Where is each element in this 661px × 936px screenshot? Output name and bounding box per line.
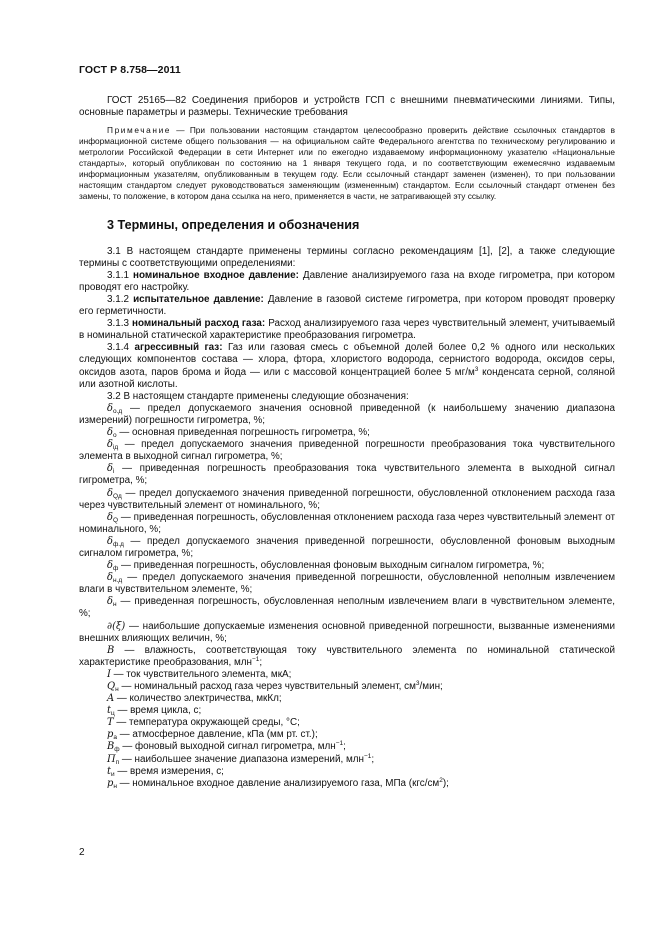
note-paragraph — [79, 125, 615, 201]
symbol-definition — [79, 439, 615, 463]
symbol-subscript: ід — [112, 444, 119, 452]
symbol-text: — температура окружающей среды, °С; — [113, 717, 300, 729]
symbol-text: — влажность, соответствующая току чувствительного элемента по номинальной статической характеристике преобразования, млн — [79, 644, 615, 668]
symbol-text: — наибольшие допускаемые изменения основной приведенной погрешности, вызванные изменениями внешних влияющих величин, %; — [79, 620, 615, 644]
symbol-text: — предел допускаемого значения приведенной погрешности преобразования тока чувствительного элемента в выходной сигнал гигрометра, %; — [79, 439, 615, 463]
symbol-text: — приведенная погрешность, обусловленная отклонением расхода газа через чувствительный элемент от номинального, %; — [79, 511, 615, 535]
symbol-definition — [79, 403, 615, 427]
symbol: δ — [107, 572, 113, 584]
term-name: испытательное давление: — [133, 294, 264, 305]
symbol: t — [107, 765, 111, 777]
symbol-text: — предел допускаемого значения приведенной погрешности, обусловленной фоновым выходным сигналом гигрометра, %; — [79, 535, 615, 559]
symbol-text-tail: ); — [442, 777, 449, 789]
unit-superscript: 2 — [439, 776, 443, 784]
symbol: T — [107, 717, 114, 729]
symbol-text: — время измерения, с; — [114, 765, 224, 777]
term-3-1-4 — [79, 342, 615, 390]
section-title: 3 Термины, определения и обозначения — [107, 217, 360, 232]
term-number: 3.1.4 — [107, 342, 135, 354]
symbol: Q — [107, 681, 116, 692]
symbol-definition — [79, 741, 615, 753]
symbol-subscript: Qд — [112, 492, 122, 500]
symbol-definition — [79, 729, 615, 741]
symbol-definition — [79, 669, 615, 681]
symbol: ∂(ξ) — [107, 620, 126, 632]
note-text: — При пользовании настоящим стандартом целесообразно проверить действие ссылочных стандартов в информационной системе общего пользования — на официальном сайте Федерального агентства по техническому регулированию и метрологии Российской Федерации в сети Интернет или по ежегодно издаваемому информационному указателю «Национальные стандарты», который опубликован по состоянию на 1 января текущего года, и по соответствующим ежемесячно издаваемым информационным указателям, опубликованным в текущем году. Если ссылочный стандарт заменен (изменен), то при пользовании настоящим стандартом следует руководствоваться заменяющим (измененным) стандартом. Если ссылочный стандарт отменен без замены, то положение, в котором дана ссылка на него, применяется в части, не затрагивающей эту ссылку. — [79, 125, 615, 201]
symbol: П — [107, 753, 116, 765]
symbol-definition — [79, 754, 615, 766]
term-definition: Давление в газовой системе гигрометра, при котором проводят проверку его герметичности. — [79, 294, 615, 318]
symbol-subscript: н.д — [112, 577, 123, 585]
symbol-definition — [79, 778, 615, 790]
symbol-text-tail: ; — [259, 656, 263, 668]
term-definition: Давление анализируемого газа на входе гигрометра, при котором проводят его настройку. — [79, 269, 615, 293]
symbol-subscript: н — [112, 601, 117, 609]
symbol-definition — [79, 427, 615, 439]
symbol-text-tail: ; — [371, 753, 375, 765]
symbol-text-tail: /мин; — [419, 681, 443, 692]
page-content — [79, 95, 615, 790]
symbol-text: — основная приведенная погрешность гигрометра, %; — [116, 427, 370, 439]
unit-superscript: 3 — [415, 680, 420, 687]
symbol-definition — [79, 536, 615, 560]
symbol-text: — приведенная погрешность, обусловленная неполным извлечением влаги в чувствительном элементе, %; — [79, 596, 615, 620]
symbol: B — [107, 644, 115, 656]
unit-superscript: −1 — [252, 655, 260, 663]
page-number: 2 — [79, 847, 85, 858]
symbol-subscript: і — [112, 468, 115, 476]
unit-superscript: −1 — [335, 740, 344, 748]
symbol-subscript: н — [115, 686, 119, 693]
symbol-list — [79, 403, 615, 790]
symbol-definition — [79, 463, 615, 487]
symbol-definition — [79, 717, 615, 729]
symbol-subscript: ф.д — [112, 540, 124, 548]
symbol: p — [107, 729, 114, 741]
term-name: номинальное входное давление: — [133, 269, 299, 281]
symbol: δ — [107, 402, 113, 414]
symbol-subscript: ц — [110, 710, 115, 718]
term-number: 3.1.2 — [107, 294, 134, 305]
symbol-text: — количество электричества, мкКл; — [114, 693, 282, 705]
symbol: δ — [107, 427, 113, 439]
symbol: A — [107, 693, 115, 705]
symbol: t — [107, 705, 111, 717]
symbol-definition — [79, 681, 615, 693]
symbol-text: — номинальное входное давление анализируемого газа, МПа (кгс/см — [116, 777, 440, 789]
term-3-1-2 — [79, 294, 615, 318]
term-superscript: 3 — [474, 365, 479, 373]
term-3-1-1 — [79, 270, 615, 294]
symbol-text: — предел допускаемого значения приведенной погрешности, обусловленной отклонением расхода газа через чувствительный элемент от номинального, %; — [79, 487, 615, 511]
symbol: I — [107, 668, 111, 680]
symbol-text-tail: ; — [343, 741, 346, 753]
term-definition: Расход анализируемого газа через чувствительный элемент, учитываемый в номинальной статической характеристике преобразования гигрометра. — [79, 318, 615, 342]
term-number: 3.1.1 — [107, 269, 134, 281]
symbol-text: — приведенная погрешность преобразования тока чувствительного элемента в выходной сигнал гигрометра, %; — [79, 463, 615, 487]
paragraph-3-1: 3.1 В настоящем стандарте применены термины согласно рекомендациям [1], [2], а также следующие термины с соответствующими определениями: — [79, 245, 615, 269]
symbol-text: — номинальный расход газа через чувствительный элемент, см — [118, 681, 416, 692]
symbol: p — [107, 777, 114, 789]
symbol-text: — атмосферное давление, кПа (мм рт. ст.); — [116, 729, 318, 741]
reference-gost-25165: ГОСТ 25165—82 Соединения приборов и устройств ГСП с внешними пневматическими линиями. Типы, основные параметры и размеры. Технические требования — [79, 95, 615, 119]
term-number: 3.1.3 — [107, 318, 132, 330]
symbol-definition — [79, 512, 615, 536]
symbol: B — [107, 741, 115, 753]
symbol-subscript: и — [110, 770, 115, 778]
symbol-subscript: Q — [112, 516, 119, 524]
term-3-1-3 — [79, 318, 615, 342]
symbol: δ — [107, 439, 113, 451]
symbol-text: — предел допускаемого значения основной приведенной (к наибольшему значению диапазона измерений) погрешности гигрометра, %; — [79, 402, 615, 426]
symbol-definition — [79, 488, 615, 512]
symbol-subscript: о — [112, 432, 117, 440]
symbol-subscript: ф — [112, 565, 119, 573]
symbol-definition — [79, 766, 615, 778]
term-definition-tail: конденсата серной, соляной или азотной кислоты. — [79, 366, 615, 390]
symbol-text: — ток чувствительного элемента, мкА; — [110, 668, 292, 680]
symbol: δ — [107, 596, 113, 608]
term-name: агрессивный газ: — [134, 342, 223, 354]
term-definition: Газ или газовая смесь с объемной долей более 0,2 % одного или нескольких следующих компонентов состава — хлора, фтора, хлористого водорода, сернистого водорода, оксидов серы, оксидов азота, паров брома и йода — или с массовой концентрацией более 5 мг/м — [79, 342, 615, 378]
symbol-text: — фоновый выходной сигнал гигрометра, млн — [119, 741, 336, 753]
symbol: δ — [107, 463, 113, 475]
symbol-subscript: а — [113, 734, 117, 742]
symbol: δ — [107, 511, 113, 523]
symbol-text: — время цикла, с; — [114, 705, 202, 717]
symbol-definition — [79, 645, 615, 669]
symbol-definition — [79, 705, 615, 717]
symbol-text: — приведенная погрешность, обусловленная фоновым выходным сигналом гигрометра, %; — [118, 560, 545, 572]
symbol-definition — [79, 572, 615, 596]
unit-superscript: −1 — [363, 752, 372, 760]
symbol-definition — [79, 596, 615, 620]
symbol-subscript: ф — [114, 746, 120, 754]
symbol-subscript: н — [113, 782, 117, 790]
symbol: δ — [107, 560, 113, 572]
term-name: номинальный расход газа: — [132, 318, 266, 330]
symbol-text: — наибольшее значение диапазона измерений, млн — [119, 753, 364, 765]
symbol-definition — [79, 693, 615, 705]
symbol: δ — [107, 487, 113, 499]
symbol: δ — [107, 535, 113, 547]
symbol-definition — [79, 560, 615, 572]
note-label: Примечание — [107, 125, 172, 136]
document-header: ГОСТ Р 8.758—2011 — [79, 64, 181, 76]
symbol-definition — [79, 621, 615, 645]
paragraph-3-2: 3.2 В настоящем стандарте применены следующие обозначения: — [107, 390, 409, 402]
symbol-text: — предел допускаемого значения приведенной погрешности, обусловленной неполным извлечением влаги в чувствительном элементе, %; — [79, 572, 615, 596]
symbol-subscript: п — [115, 758, 120, 766]
symbol-subscript: о.д — [112, 407, 123, 415]
